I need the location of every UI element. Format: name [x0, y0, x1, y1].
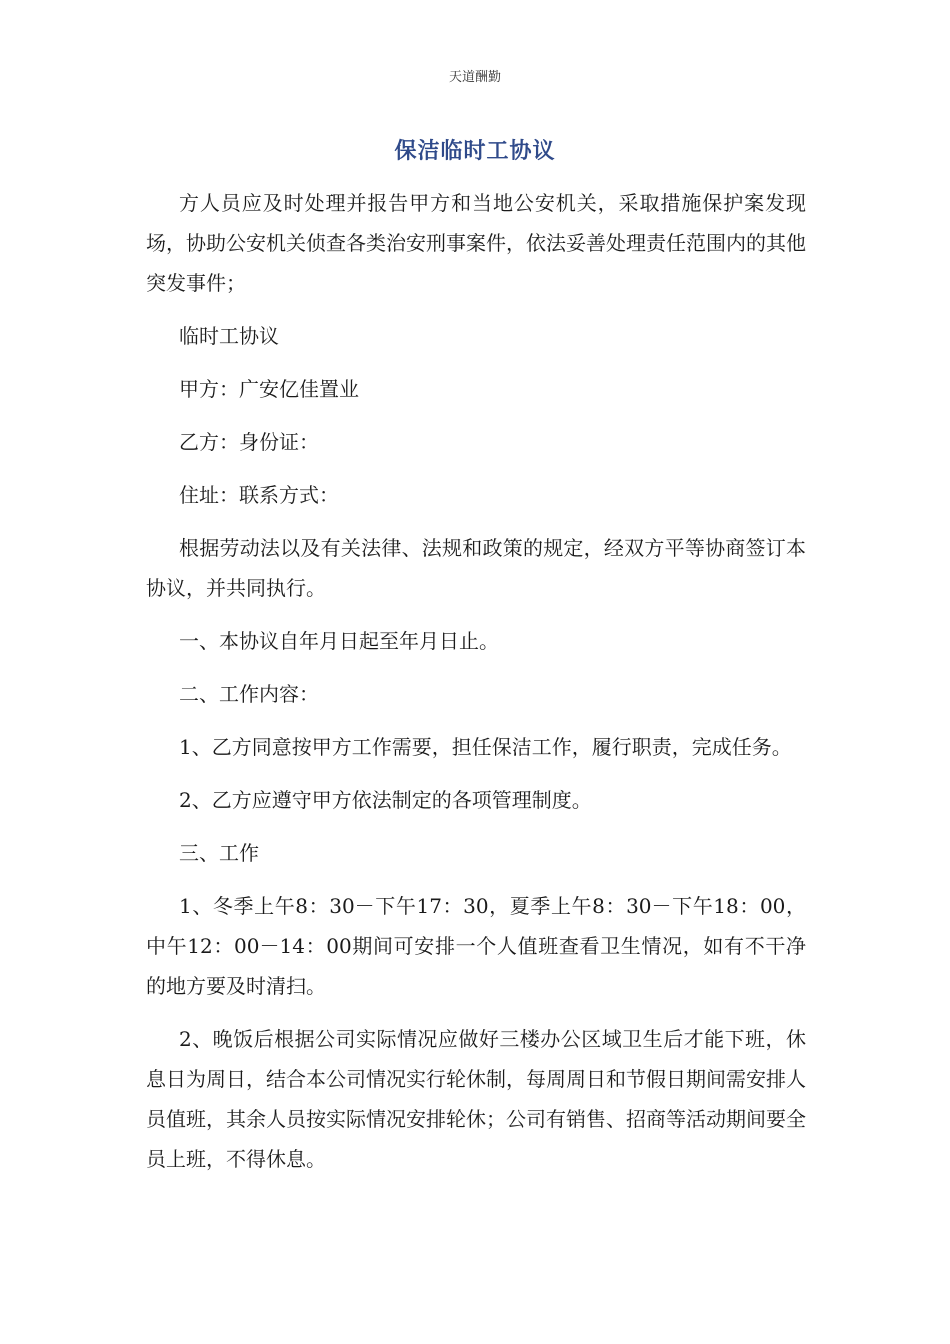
paragraph-section-2-item-2: 2、乙方应遵守甲方依法制定的各项管理制度。 [179, 788, 592, 812]
paragraph-security-duties: 方人员应及时处理并报告甲方和当地公安机关，采取措施保护案发现场，协助公安机关侦查各类治安刑事案件，依法妥善处理责任范围内的其他突发事件； [146, 191, 806, 295]
paragraph-address: 住址：联系方式： [179, 483, 339, 507]
paragraph-section-1: 一、本协议自年月日起至年月日止。 [179, 629, 499, 653]
paragraph-subtitle: 临时工协议 [179, 324, 279, 348]
page-header: 天道酬勤 [448, 70, 501, 85]
paragraph-legal-basis: 根据劳动法以及有关法律、法规和政策的规定，经双方平等协商签订本协议，并共同执行。 [146, 536, 806, 600]
paragraph-party-a: 甲方：广安亿佳置业 [179, 377, 359, 401]
document-body [146, 183, 806, 1179]
paragraph-section-3: 三、工作 [179, 841, 259, 865]
paragraph-section-3-item-1: 1、冬季上午8：30－下午17：30，夏季上午8：30－下午18：00，中午12：00－14：00期间可安排一个人值班查看卫生情况，如有不干净的地方要及时清扫。 [146, 894, 806, 998]
document-title: 保洁临时工协议 [394, 139, 556, 164]
paragraph-section-2: 二、工作内容： [179, 682, 319, 706]
paragraph-section-3-item-2: 2、晚饭后根据公司实际情况应做好三楼办公区域卫生后才能下班，休息日为周日，结合本公司情况实行轮休制，每周周日和节假日期间需安排人员值班，其余人员按实际情况安排轮休；公司有销售、招商等活动期间要全员上班，不得休息。 [146, 1027, 806, 1171]
paragraph-party-b: 乙方：身份证： [179, 430, 319, 454]
paragraph-section-2-item-1: 1、乙方同意按甲方工作需要，担任保洁工作，履行职责，完成任务。 [179, 735, 792, 759]
